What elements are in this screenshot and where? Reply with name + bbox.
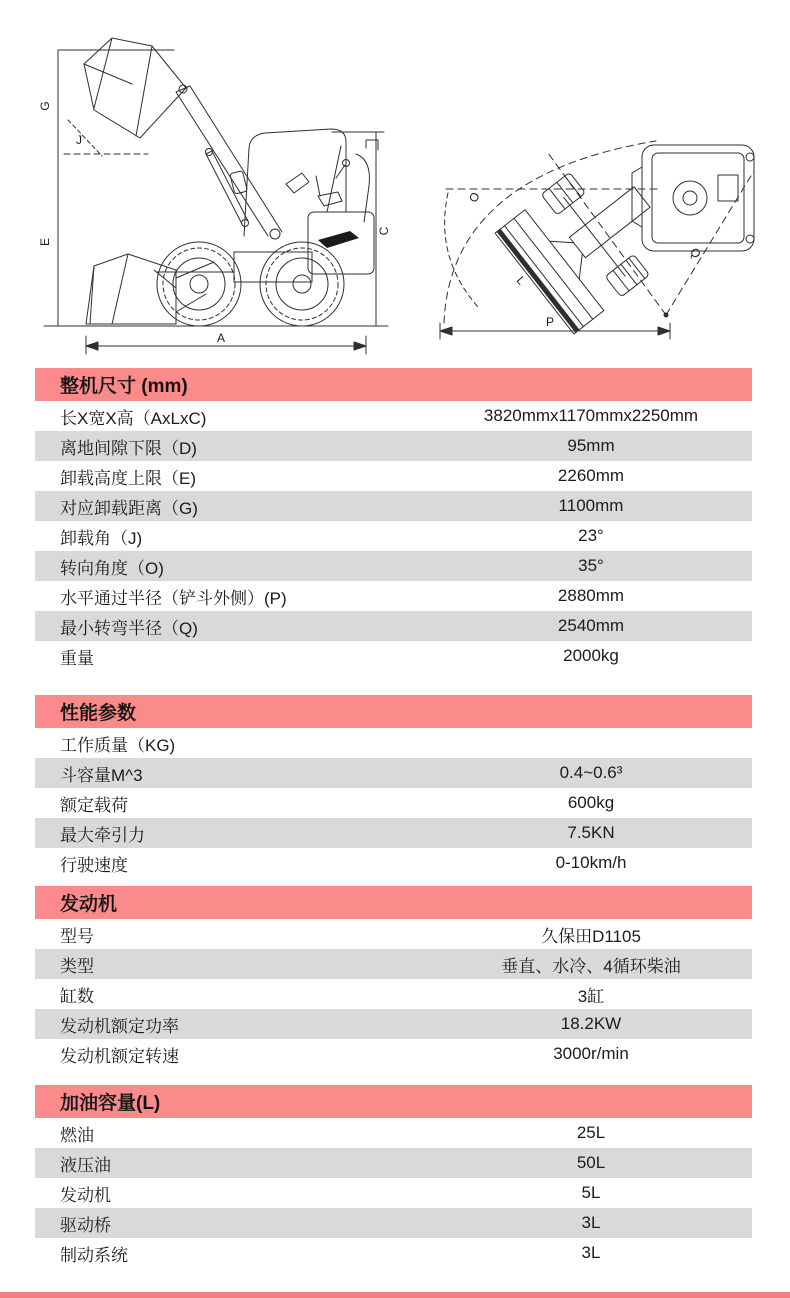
spec-row — [35, 728, 752, 758]
spec-row — [35, 949, 752, 979]
dim-label-a: A — [216, 331, 226, 345]
spec-row — [35, 919, 752, 949]
spec-row — [35, 551, 752, 581]
side-view-drawing — [36, 20, 394, 360]
spec-row — [35, 1178, 752, 1208]
section-title: 性能参数 — [60, 703, 137, 724]
spec-row — [35, 611, 752, 641]
spec-value: 5L — [581, 1183, 601, 1202]
spec-label: 型号 — [60, 926, 94, 946]
spec-row — [35, 1148, 752, 1178]
spec-row — [35, 401, 752, 431]
spec-row — [35, 641, 752, 671]
spec-label: 最大牵引力 — [60, 825, 145, 845]
spec-label: 最小转弯半径（Q) — [60, 618, 198, 638]
spec-label: 对应卸载距离（G) — [60, 498, 198, 518]
section-title: 整机尺寸 (mm) — [60, 376, 188, 397]
bottom-accent-bar — [0, 1292, 790, 1298]
spec-value: 600kg — [567, 793, 615, 812]
spec-label: 缸数 — [60, 986, 94, 1006]
spec-value: 0-10km/h — [555, 853, 627, 872]
spec-row — [35, 979, 752, 1009]
spec-row — [35, 1009, 752, 1039]
section-header — [35, 695, 752, 728]
spec-value: 3820mmx1170mmx2250mm — [483, 406, 699, 425]
spec-rows — [35, 1118, 752, 1268]
spec-value: 2000kg — [563, 646, 619, 665]
spec-value: 3000r/min — [553, 1044, 629, 1063]
spec-row — [35, 1208, 752, 1238]
spec-label: 转向角度（O) — [60, 558, 164, 578]
spec-label: 斗容量M^3 — [60, 765, 143, 785]
spec-label: 卸载高度上限（E) — [60, 468, 196, 488]
spec-value: 3缸 — [577, 986, 605, 1006]
spec-row — [35, 818, 752, 848]
dim-label-p: P — [545, 315, 555, 329]
spec-row — [35, 1238, 752, 1268]
spec-value: 7.5KN — [567, 823, 615, 842]
dim-label-e: E — [38, 237, 52, 247]
spec-label: 重量 — [60, 648, 94, 668]
dim-label-l: L — [513, 273, 529, 288]
spec-value: 2260mm — [557, 466, 625, 485]
technical-drawings — [0, 0, 790, 368]
spec-label: 工作质量（KG) — [60, 735, 176, 755]
spec-label: 卸载角（J) — [60, 528, 143, 548]
spec-label: 燃油 — [60, 1125, 94, 1145]
top-view-drawing — [420, 105, 770, 355]
spec-value: 0.4~0.6³ — [559, 763, 623, 782]
spec-table-engine — [35, 886, 752, 1069]
spec-label: 发动机额定转速 — [60, 1046, 179, 1066]
spec-row — [35, 491, 752, 521]
dim-label-q: Q — [687, 245, 704, 261]
spec-row — [35, 1118, 752, 1148]
spec-label: 发动机 — [60, 1185, 111, 1205]
dim-label-c: C — [377, 226, 391, 236]
spec-label: 类型 — [60, 956, 94, 976]
dim-label-o: O — [466, 190, 483, 205]
dim-label-j: J — [76, 133, 82, 147]
spec-value: 3L — [581, 1243, 601, 1262]
spec-row — [35, 521, 752, 551]
spec-table-performance — [35, 695, 752, 878]
spec-row — [35, 848, 752, 878]
spec-value: 1100mm — [558, 496, 624, 515]
spec-label: 发动机额定功率 — [60, 1016, 179, 1036]
spec-table-fluids — [35, 1085, 752, 1268]
spec-value: 35° — [578, 556, 604, 575]
spec-label: 离地间隙下限（D) — [60, 438, 197, 458]
spec-value: 95mm — [567, 436, 615, 455]
spec-value: 2880mm — [557, 586, 625, 605]
section-header — [35, 1085, 752, 1118]
spec-value: 25L — [576, 1123, 606, 1142]
dim-label-g: G — [38, 101, 52, 111]
spec-label: 长X宽X高（AxLxC) — [60, 408, 207, 428]
spec-value: 23° — [578, 526, 604, 545]
spec-row — [35, 461, 752, 491]
spec-value: 18.2KW — [560, 1014, 622, 1033]
spec-value: 垂直、水冷、4循环柴油 — [501, 956, 681, 976]
spec-label: 液压油 — [60, 1155, 111, 1175]
spec-table-dimensions — [35, 368, 752, 671]
spec-rows — [35, 919, 752, 1069]
spec-row — [35, 788, 752, 818]
spec-row — [35, 581, 752, 611]
spec-row — [35, 431, 752, 461]
spec-label: 额定载荷 — [60, 795, 128, 815]
section-title: 发动机 — [60, 894, 118, 915]
spec-label: 制动系统 — [60, 1245, 128, 1265]
spec-rows — [35, 401, 752, 671]
spec-value: 3L — [581, 1213, 601, 1232]
spec-row — [35, 758, 752, 788]
spec-value: 2540mm — [557, 616, 625, 635]
section-header — [35, 886, 752, 919]
spec-label: 驱动桥 — [60, 1215, 111, 1235]
spec-value: 久保田D1105 — [541, 926, 641, 946]
spec-label: 水平通过半径（铲斗外侧）(P) — [60, 588, 287, 608]
spec-row — [35, 1039, 752, 1069]
spec-value: 50L — [576, 1153, 606, 1172]
spec-label: 行驶速度 — [60, 855, 128, 875]
section-header — [35, 368, 752, 401]
section-title: 加油容量(L) — [60, 1093, 161, 1114]
spec-rows — [35, 728, 752, 878]
